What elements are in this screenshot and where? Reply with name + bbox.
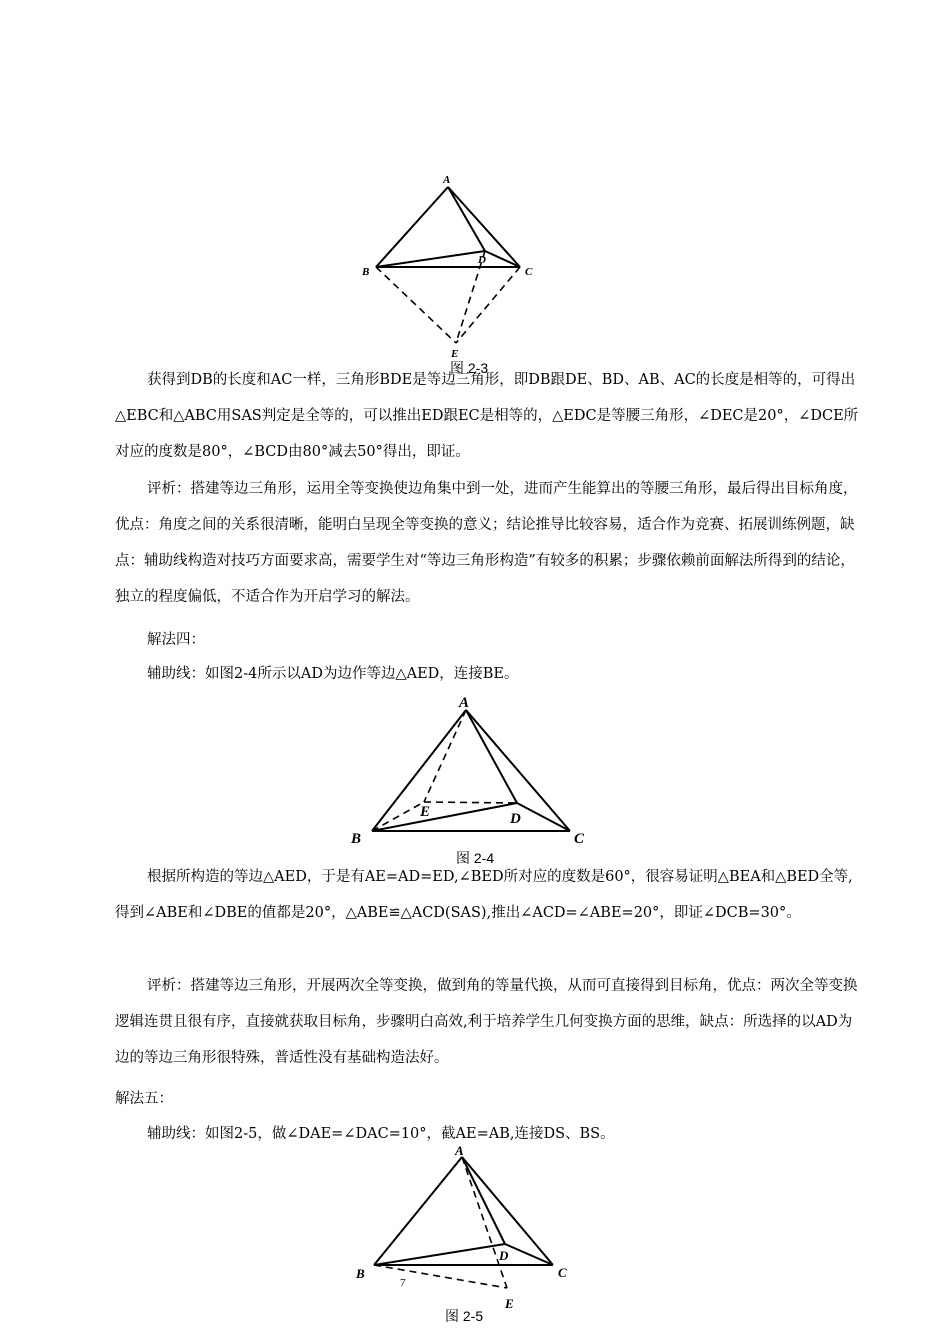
aux-line-method-4: 辅助线：如图2-4所示以AD为边作等边△AED，连接BE。 xyxy=(147,666,519,682)
label-d: D xyxy=(478,254,486,266)
figure-2-3-diagram xyxy=(355,170,545,365)
paragraph-4: 评析：搭建等边三角形，开展两次全等变换，做到角的等量代换，从而可直接得到目标角，优点：两次全等变换逻辑连贯且很有序，直接就获取目标角，步骤明白高效,利于培养学生几何变换方面的思维，缺点：所选择的以AD为边的等边三角形很特殊，普适性没有基础构造法好。 xyxy=(115,978,858,1066)
paragraph-1: 获得到DB的长度和AC一样，三角形BDE是等边三角形，即DB跟DE、BD、AB、AC的长度是相等的，可得出△EBC和△ABC用SAS判定是全等的，可以推出ED跟EC是相等的，△EDC是等腰三角形，∠DEC是20°，∠DCE所对应的度数是80°，∠BCD由80°减去50°得出，即证。 xyxy=(115,372,859,460)
heading-method-5: 解法五： xyxy=(115,1091,173,1107)
label-b: B xyxy=(362,266,370,278)
label-d: D xyxy=(510,811,521,827)
label-c: C xyxy=(574,831,585,847)
label-a: A xyxy=(459,695,470,711)
label-e: E xyxy=(505,1296,514,1311)
label-c: C xyxy=(558,1265,567,1280)
caption-2-4: 图 2-4 xyxy=(456,850,495,866)
label-e: E xyxy=(420,804,431,820)
aux-line-method-5: 辅助线：如图2-5，做∠DAE=∠DAC=10°，截AE=AB,连接DS、BS。 xyxy=(147,1126,615,1142)
figure-2-5-diagram xyxy=(345,1140,585,1325)
figure-2-4-diagram xyxy=(345,690,595,850)
heading-method-4: 解法四： xyxy=(147,632,205,648)
figure-2-4 xyxy=(345,690,595,850)
figure-2-3 xyxy=(355,170,545,365)
label-a: A xyxy=(443,174,451,186)
caption-2-3: 图 2-3 xyxy=(450,360,489,376)
figure-2-5 xyxy=(345,1140,585,1325)
label-e: E xyxy=(451,348,459,360)
angle-mark: 7 xyxy=(400,1277,406,1289)
paragraph-2: 评析：搭建等边三角形，运用全等变换使边角集中到一处，进而产生能算出的等腰三角形，最后得出目标角度，优点：角度之间的关系很清晰，能明白呈现全等变换的意义；结论推导比较容易，适合作为竞赛、拓展训练例题，缺点：辅助线构造对技巧方面要求高，需要学生对“等边三角形构造”有较多的积累；步骤依赖前面解法所得到的结论，独立的程度偏低，不适合作为开启学习的解法。 xyxy=(115,481,858,605)
caption-2-5: 图 2-5 xyxy=(445,1308,484,1324)
label-d: D xyxy=(499,1248,509,1263)
label-b: B xyxy=(351,831,362,847)
label-c: C xyxy=(525,266,533,278)
label-b: B xyxy=(356,1266,365,1281)
paragraph-3: 根据所构造的等边△AED，于是有AE=AD=ED,∠BED所对应的度数是60°，很容易证明△BEA和△BED全等,得到∠ABE和∠DBE的值都是20°，△ABE≌△ACD(SAS),推出∠ACD=∠ABE=20°，即证∠DCB=30°。 xyxy=(115,869,853,921)
label-a: A xyxy=(455,1143,464,1158)
